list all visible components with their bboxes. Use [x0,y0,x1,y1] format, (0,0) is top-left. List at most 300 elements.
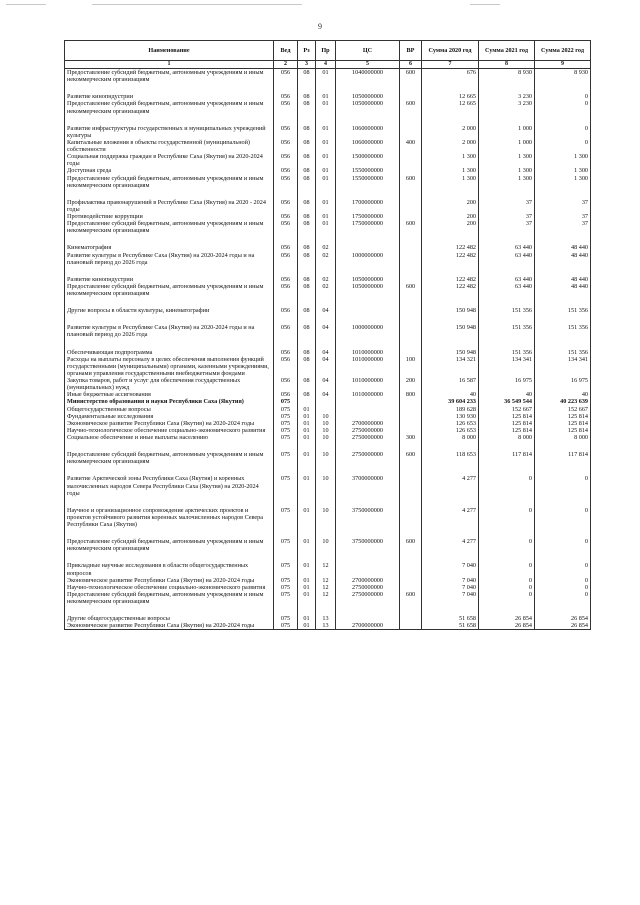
cell-sum-2022: 0 [535,139,591,153]
col-number: 4 [316,61,336,69]
cell-rz: 08 [298,356,316,377]
cell-sum-2020: 4 277 [422,538,479,552]
cell-pr: 01 [316,139,336,153]
cell-rz: 08 [298,139,316,153]
spacer-cell [422,234,479,244]
cell-ved: 056 [274,283,298,297]
spacer-cell [274,441,298,451]
cell-pr: 04 [316,391,336,398]
cell-vr [400,584,422,591]
cell-vr [400,125,422,139]
table-row [65,167,591,174]
spacer-cell [336,314,400,324]
cell-pr: 04 [316,349,336,356]
cell-sum-2021: 152 667 [479,406,535,413]
cell-sum-2020: 51 658 [422,622,479,630]
cell-pr: 04 [316,377,336,391]
cell-pr: 01 [316,220,336,234]
cell-sum-2020: 126 653 [422,427,479,434]
cell-name: Предоставление субсидий бюджетным, автономным учреждениям и иным некоммерческим организациям [65,538,274,552]
spacer-cell [535,234,591,244]
cell-sum-2020: 200 [422,199,479,213]
cell-sum-2022: 125 814 [535,420,591,427]
spacer-cell [479,115,535,125]
spacer-cell [316,297,336,307]
cell-sum-2020: 126 653 [422,420,479,427]
spacer-row [65,528,591,538]
spacer-cell [316,465,336,475]
spacer-cell [400,528,422,538]
cell-name: Социальная поддержка граждан в Республике Саха (Якутия) на 2020-2024 годы [65,153,274,167]
cell-cs: 1010000000 [336,391,400,398]
cell-sum-2020: 118 653 [422,451,479,465]
spacer-cell [400,339,422,349]
cell-pr: 02 [316,283,336,297]
cell-sum-2022: 0 [535,100,591,114]
table-row [65,420,591,427]
cell-sum-2021: 0 [479,577,535,584]
cell-ved: 056 [274,199,298,213]
cell-rz: 08 [298,377,316,391]
cell-sum-2021: 0 [479,538,535,552]
cell-name: Научно-технологическое обеспечение социально-экономического развития [65,427,274,434]
cell-sum-2020: 51 658 [422,615,479,622]
cell-vr [400,398,422,405]
cell-pr: 10 [316,427,336,434]
spacer-cell [298,314,316,324]
spacer-cell [422,552,479,562]
cell-sum-2022: 151 356 [535,324,591,338]
col-header-sum-2021: Сумма 2021 год [479,41,535,61]
spacer-cell [400,189,422,199]
spacer-cell [400,605,422,615]
cell-ved: 075 [274,427,298,434]
cell-sum-2022: 151 356 [535,349,591,356]
spacer-cell [336,528,400,538]
cell-pr: 02 [316,244,336,251]
spacer-cell [298,297,316,307]
cell-rz: 08 [298,167,316,174]
table-row [65,199,591,213]
cell-sum-2022: 134 341 [535,356,591,377]
cell-name: Другие общегосударственные вопросы [65,615,274,622]
spacer-cell [400,297,422,307]
cell-rz: 08 [298,391,316,398]
cell-vr [400,153,422,167]
col-number: 6 [400,61,422,69]
spacer-cell [535,266,591,276]
spacer-cell [400,497,422,507]
cell-sum-2020: 7 040 [422,591,479,605]
cell-cs: 1060000000 [336,139,400,153]
cell-vr [400,199,422,213]
spacer-cell [65,465,274,475]
spacer-cell [65,83,274,93]
spacer-cell [65,339,274,349]
cell-sum-2022: 40 223 639 [535,398,591,405]
cell-cs: 1750000000 [336,213,400,220]
cell-sum-2022: 48 440 [535,244,591,251]
cell-ved: 056 [274,220,298,234]
cell-cs: 1700000000 [336,199,400,213]
col-header-sum-2020: Сумма 2020 год [422,41,479,61]
table-row [65,324,591,338]
cell-rz: 01 [298,584,316,591]
budget-table [64,40,591,630]
spacer-cell [535,189,591,199]
cell-name: Научное и организационное сопровождение арктических проектов и проектов устойчивого развития коренных малочисленных народов Севера Республики Саха (Якутия) [65,507,274,528]
spacer-cell [65,441,274,451]
cell-vr [400,349,422,356]
cell-sum-2022: 0 [535,584,591,591]
spacer-cell [422,189,479,199]
cell-cs: 1050000000 [336,276,400,283]
cell-cs: 2750000000 [336,427,400,434]
cell-ved: 056 [274,153,298,167]
cell-name: Предоставление субсидий бюджетным, автономным учреждениям и иным некоммерческим организациям [65,283,274,297]
cell-cs: 1050000000 [336,100,400,114]
cell-sum-2022: 1 300 [535,175,591,189]
cell-name: Обеспечивающая подпрограмма [65,349,274,356]
cell-vr: 300 [400,434,422,441]
cell-sum-2020: 2 000 [422,139,479,153]
cell-sum-2021: 151 356 [479,349,535,356]
cell-sum-2020: 4 277 [422,475,479,496]
cell-cs: 3750000000 [336,507,400,528]
cell-cs: 1550000000 [336,175,400,189]
cell-ved: 056 [274,307,298,314]
spacer-row [65,266,591,276]
cell-sum-2020: 1 300 [422,153,479,167]
cell-rz: 08 [298,244,316,251]
cell-pr: 10 [316,434,336,441]
cell-cs: 1000000000 [336,252,400,266]
spacer-row [65,297,591,307]
cell-sum-2022: 48 440 [535,252,591,266]
cell-cs: 2750000000 [336,584,400,591]
cell-rz: 08 [298,175,316,189]
cell-sum-2021: 3 230 [479,100,535,114]
col-number: 5 [336,61,400,69]
cell-cs: 1010000000 [336,356,400,377]
page-number: 9 [318,22,322,31]
cell-sum-2022: 0 [535,577,591,584]
spacer-cell [316,189,336,199]
spacer-cell [274,497,298,507]
spacer-cell [316,339,336,349]
cell-sum-2020: 1 300 [422,167,479,174]
cell-rz: 08 [298,93,316,100]
cell-pr: 13 [316,622,336,630]
spacer-cell [336,605,400,615]
cell-sum-2022: 8 000 [535,434,591,441]
cell-ved: 075 [274,413,298,420]
cell-vr: 600 [400,451,422,465]
cell-pr: 10 [316,420,336,427]
cell-cs [336,562,400,576]
cell-cs: 2750000000 [336,591,400,605]
cell-ved: 056 [274,93,298,100]
cell-pr: 02 [316,252,336,266]
spacer-cell [479,83,535,93]
cell-ved: 056 [274,167,298,174]
cell-name: Предоставление субсидий бюджетным, автономным учреждениям и иным некоммерческим организациям [65,69,274,84]
spacer-cell [336,441,400,451]
spacer-row [65,234,591,244]
cell-pr: 10 [316,451,336,465]
cell-sum-2021: 63 440 [479,252,535,266]
table-row [65,125,591,139]
cell-name: Предоставление субсидий бюджетным, автономным учреждениям и иным некоммерческим организациям [65,591,274,605]
spacer-row [65,314,591,324]
cell-name: Профилактика правонарушений в Республике Саха (Якутия) на 2020 - 2024 годы [65,199,274,213]
spacer-cell [400,465,422,475]
cell-name: Развитие инфраструктуры государственных и муниципальных учреждений культуры [65,125,274,139]
table-row [65,413,591,420]
cell-cs: 1550000000 [336,167,400,174]
cell-ved: 056 [274,213,298,220]
table-row [65,307,591,314]
cell-ved: 056 [274,252,298,266]
table-row [65,622,591,630]
cell-name: Иные бюджетные ассигнования [65,391,274,398]
spacer-cell [274,465,298,475]
spacer-cell [535,497,591,507]
cell-pr: 13 [316,615,336,622]
spacer-row [65,605,591,615]
cell-cs: 2700000000 [336,577,400,584]
scan-artifact-line [6,4,46,5]
cell-pr: 10 [316,507,336,528]
cell-rz: 01 [298,413,316,420]
cell-sum-2021: 37 [479,213,535,220]
spacer-cell [479,234,535,244]
spacer-row [65,83,591,93]
spacer-cell [298,83,316,93]
spacer-cell [336,297,400,307]
cell-vr [400,244,422,251]
spacer-cell [316,115,336,125]
cell-sum-2021: 63 440 [479,244,535,251]
cell-vr [400,324,422,338]
cell-pr: 01 [316,175,336,189]
cell-name: Предоставление субсидий бюджетным, автономным учреждениям и иным некоммерческим организациям [65,220,274,234]
cell-ved: 056 [274,244,298,251]
table-row [65,276,591,283]
spacer-cell [274,83,298,93]
cell-sum-2020: 8 000 [422,434,479,441]
cell-cs: 1010000000 [336,349,400,356]
spacer-cell [535,552,591,562]
cell-name: Научно-технологическое обеспечение социально-экономического развития [65,584,274,591]
spacer-cell [422,339,479,349]
cell-pr: 04 [316,307,336,314]
spacer-cell [274,339,298,349]
table-row [65,283,591,297]
spacer-cell [65,314,274,324]
table-body [65,69,591,630]
cell-vr: 600 [400,283,422,297]
cell-cs [336,307,400,314]
cell-sum-2020: 122 482 [422,276,479,283]
cell-sum-2020: 189 628 [422,406,479,413]
cell-sum-2021: 63 440 [479,276,535,283]
cell-cs: 1500000000 [336,153,400,167]
cell-vr [400,167,422,174]
spacer-cell [316,605,336,615]
table-row [65,391,591,398]
table-row [65,139,591,153]
cell-pr: 04 [316,356,336,377]
table-row [65,475,591,496]
spacer-cell [535,528,591,538]
spacer-cell [274,552,298,562]
cell-sum-2020: 200 [422,213,479,220]
cell-name: Расходы на выплаты персоналу в целях обеспечения выполнения функций государственными (муниципальными) органами, казенными учреждениями, органами управления государственными внебюджетными фондами [65,356,274,377]
cell-rz: 01 [298,577,316,584]
table-row [65,244,591,251]
cell-pr: 01 [316,125,336,139]
cell-cs: 2750000000 [336,451,400,465]
cell-name: Прикладные научные исследования в области общегосударственных вопросов [65,562,274,576]
cell-sum-2021: 26 854 [479,615,535,622]
scan-artifact-line [92,4,302,5]
cell-name: Закупка товаров, работ и услуг для обеспечения государственных (муниципальных) нужд [65,377,274,391]
cell-rz: 01 [298,420,316,427]
cell-name: Другие вопросы в области культуры, кинематографии [65,307,274,314]
spacer-cell [479,441,535,451]
cell-sum-2020: 12 665 [422,93,479,100]
cell-vr [400,213,422,220]
table-row [65,427,591,434]
cell-sum-2021: 1 000 [479,139,535,153]
col-number: 2 [274,61,298,69]
cell-sum-2020: 200 [422,220,479,234]
cell-sum-2021: 125 814 [479,420,535,427]
cell-sum-2022: 125 814 [535,413,591,420]
cell-rz: 08 [298,349,316,356]
spacer-cell [336,83,400,93]
spacer-cell [479,266,535,276]
cell-sum-2020: 7 040 [422,584,479,591]
cell-sum-2020: 122 482 [422,244,479,251]
cell-pr [316,406,336,413]
cell-sum-2021: 3 230 [479,93,535,100]
cell-rz: 01 [298,538,316,552]
cell-sum-2022: 0 [535,93,591,100]
col-number: 7 [422,61,479,69]
cell-name: Общегосударственные вопросы [65,406,274,413]
spacer-cell [65,297,274,307]
table-row [65,220,591,234]
cell-vr [400,276,422,283]
cell-ved: 056 [274,324,298,338]
cell-ved: 075 [274,577,298,584]
cell-ved: 056 [274,276,298,283]
cell-sum-2020: 150 948 [422,349,479,356]
cell-sum-2020: 150 948 [422,307,479,314]
cell-pr: 10 [316,475,336,496]
cell-sum-2022: 48 440 [535,276,591,283]
cell-sum-2021: 151 356 [479,307,535,314]
spacer-cell [316,497,336,507]
col-number: 8 [479,61,535,69]
cell-sum-2020: 134 321 [422,356,479,377]
spacer-cell [422,83,479,93]
cell-sum-2022: 40 [535,391,591,398]
cell-ved: 075 [274,591,298,605]
cell-cs: 2700000000 [336,622,400,630]
cell-ved: 056 [274,391,298,398]
cell-ved: 075 [274,434,298,441]
spacer-cell [316,83,336,93]
table-row [65,377,591,391]
cell-sum-2022: 48 440 [535,283,591,297]
cell-cs: 1050000000 [336,283,400,297]
col-header-cs: ЦС [336,41,400,61]
cell-sum-2021: 0 [479,507,535,528]
cell-cs: 1050000000 [336,93,400,100]
cell-rz: 01 [298,406,316,413]
cell-sum-2020: 122 482 [422,283,479,297]
cell-name: Министерство образования и науки Республики Саха (Якутия) [65,398,274,405]
cell-sum-2021: 63 440 [479,283,535,297]
cell-cs: 3750000000 [336,538,400,552]
spacer-cell [316,314,336,324]
spacer-cell [479,528,535,538]
spacer-cell [336,234,400,244]
table-row [65,398,591,405]
spacer-cell [298,115,316,125]
cell-sum-2021: 125 814 [479,427,535,434]
spacer-cell [479,339,535,349]
spacer-row [65,115,591,125]
table-row [65,153,591,167]
spacer-cell [65,605,274,615]
spacer-cell [479,297,535,307]
cell-ved: 075 [274,420,298,427]
cell-rz: 08 [298,69,316,84]
cell-sum-2022: 37 [535,199,591,213]
cell-ved: 056 [274,377,298,391]
cell-rz: 08 [298,153,316,167]
cell-rz [298,398,316,405]
spacer-cell [422,465,479,475]
cell-pr: 12 [316,591,336,605]
cell-name: Развитие кинопндустрии [65,93,274,100]
cell-sum-2021: 26 854 [479,622,535,630]
spacer-cell [400,266,422,276]
spacer-cell [65,528,274,538]
table-row [65,406,591,413]
spacer-row [65,441,591,451]
cell-ved: 075 [274,451,298,465]
cell-rz: 08 [298,125,316,139]
cell-name: Развитие культуры в Республике Саха (Якутия) на 2020-2024 годы и на плановый период до 2026 года [65,324,274,338]
spacer-cell [535,83,591,93]
cell-sum-2022: 37 [535,213,591,220]
cell-sum-2021: 36 549 544 [479,398,535,405]
cell-cs: 1010000000 [336,377,400,391]
spacer-cell [422,528,479,538]
cell-pr: 01 [316,93,336,100]
cell-sum-2020: 16 587 [422,377,479,391]
cell-name: Предоставление субсидий бюджетным, автономным учреждениям и иным некоммерческим организациям [65,175,274,189]
col-header-vr: ВР [400,41,422,61]
cell-pr: 01 [316,100,336,114]
cell-vr [400,406,422,413]
spacer-cell [479,314,535,324]
